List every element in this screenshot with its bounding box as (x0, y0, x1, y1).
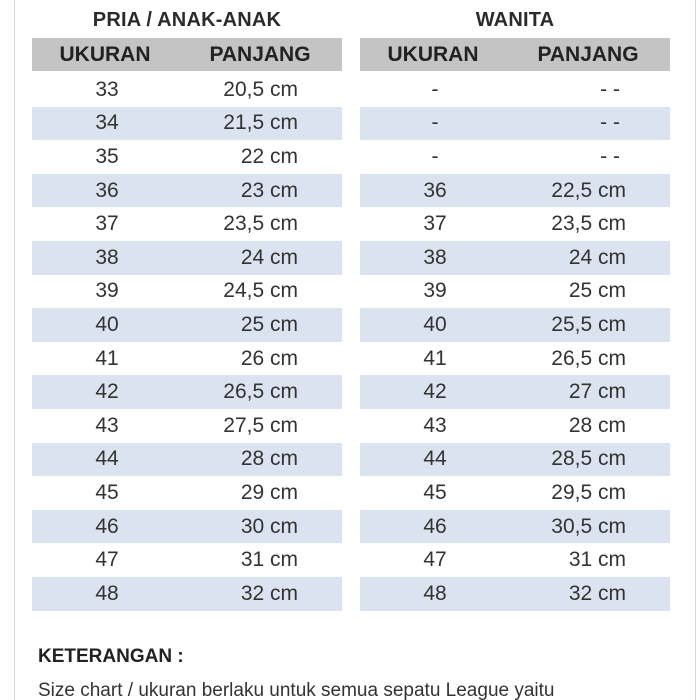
size-cell: - (431, 77, 439, 101)
length-cell: 26 cm (240, 346, 298, 370)
size-cell: 39 (423, 279, 447, 303)
size-cell: 36 (423, 178, 447, 202)
size-cell: 43 (95, 413, 119, 437)
men-kids-header-row (32, 38, 342, 71)
men-kids-length-header: PANJANG (209, 43, 311, 66)
size-cell: 46 (423, 514, 447, 538)
note-body: Size chart / ukuran berlaku untuk semua sepatu League yaitu (38, 680, 555, 700)
size-cell: 41 (95, 346, 119, 370)
size-cell: - (431, 111, 439, 135)
table-row (32, 275, 342, 309)
length-cell: 26,5 cm (223, 380, 298, 404)
table-row (360, 342, 670, 376)
table-row (32, 107, 342, 141)
size-cell: 40 (423, 312, 447, 336)
table-row (32, 174, 342, 208)
length-cell: 30 cm (240, 514, 298, 538)
size-cell: 45 (423, 480, 447, 504)
table-row (32, 577, 342, 611)
table-row (360, 476, 670, 510)
table-row (360, 275, 670, 309)
women-title: WANITA (475, 9, 555, 31)
table-row (360, 207, 670, 241)
length-cell: 32 cm (240, 581, 298, 605)
table-row (32, 308, 342, 342)
frame-left-border (14, 0, 15, 700)
table-row (360, 577, 670, 611)
table-row (360, 107, 670, 141)
table-row (360, 409, 670, 443)
length-cell: 31 cm (568, 548, 626, 572)
length-cell: 26,5 cm (551, 346, 626, 370)
length-cell: 31 cm (240, 548, 298, 572)
length-cell: 29 cm (240, 480, 298, 504)
size-cell: 48 (423, 581, 447, 605)
size-cell: 34 (95, 111, 119, 135)
women-size-header: UKURAN (387, 43, 479, 66)
women-rows (360, 73, 670, 611)
size-cell: 33 (95, 77, 119, 101)
table-row (32, 375, 342, 409)
size-cell: 38 (95, 245, 119, 269)
table-row (32, 342, 342, 376)
size-cell: 44 (423, 447, 447, 471)
length-cell: 28,5 cm (551, 447, 626, 471)
women-size-table (360, 0, 670, 611)
table-row (32, 140, 342, 174)
table-row (32, 207, 342, 241)
table-row (32, 476, 342, 510)
table-row (32, 409, 342, 443)
size-cell: 47 (423, 548, 447, 572)
size-cell: 42 (95, 380, 119, 404)
table-row (32, 73, 342, 107)
women-header-row (360, 38, 670, 71)
size-cell: 35 (95, 144, 119, 168)
men-kids-size-table (32, 0, 342, 611)
table-row (360, 308, 670, 342)
length-cell: 29,5 cm (551, 480, 626, 504)
length-cell: 27,5 cm (223, 413, 298, 437)
size-cell: 37 (423, 212, 447, 236)
men-kids-title: PRIA / ANAK-ANAK (92, 9, 282, 31)
length-cell: 21,5 cm (223, 111, 298, 135)
length-cell: 23,5 cm (551, 212, 626, 236)
length-cell: 23,5 cm (223, 212, 298, 236)
length-cell: 28 cm (568, 413, 626, 437)
table-row (32, 443, 342, 477)
frame-right-border (695, 0, 696, 700)
size-cell: 39 (95, 279, 119, 303)
table-row (360, 443, 670, 477)
length-cell: 23 cm (240, 178, 298, 202)
length-cell: 20,5 cm (223, 77, 298, 101)
length-cell: 25 cm (568, 279, 626, 303)
table-row (32, 543, 342, 577)
length-cell: 24 cm (568, 245, 626, 269)
size-cell: 41 (423, 346, 447, 370)
men-kids-rows (32, 73, 342, 611)
table-row (360, 543, 670, 577)
length-cell: - - (600, 111, 620, 135)
table-row (360, 375, 670, 409)
men-kids-size-header: UKURAN (59, 43, 151, 66)
size-cell: 43 (423, 413, 447, 437)
table-row (32, 510, 342, 544)
size-cell: 47 (95, 548, 119, 572)
size-cell: 44 (95, 447, 119, 471)
length-cell: 22,5 cm (551, 178, 626, 202)
size-cell: 46 (95, 514, 119, 538)
table-row (360, 140, 670, 174)
note-heading: KETERANGAN : (38, 646, 184, 667)
length-cell: 27 cm (568, 380, 626, 404)
length-cell: 25 cm (240, 312, 298, 336)
table-row (360, 174, 670, 208)
length-cell: 30,5 cm (551, 514, 626, 538)
size-cell: - (431, 144, 439, 168)
size-cell: 48 (95, 581, 119, 605)
size-cell: 37 (95, 212, 119, 236)
size-cell: 42 (423, 380, 447, 404)
table-row (360, 241, 670, 275)
table-row (360, 73, 670, 107)
size-cell: 40 (95, 312, 119, 336)
size-cell: 36 (95, 178, 119, 202)
length-cell: 28 cm (240, 447, 298, 471)
length-cell: 32 cm (568, 581, 626, 605)
length-cell: 24 cm (240, 245, 298, 269)
length-cell: 25,5 cm (551, 312, 626, 336)
table-row (360, 510, 670, 544)
length-cell: - - (600, 77, 620, 101)
length-cell: 22 cm (240, 144, 298, 168)
women-length-header: PANJANG (537, 43, 639, 66)
length-cell: 24,5 cm (223, 279, 298, 303)
table-row (32, 241, 342, 275)
size-cell: 38 (423, 245, 447, 269)
size-cell: 45 (95, 480, 119, 504)
length-cell: - - (600, 144, 620, 168)
